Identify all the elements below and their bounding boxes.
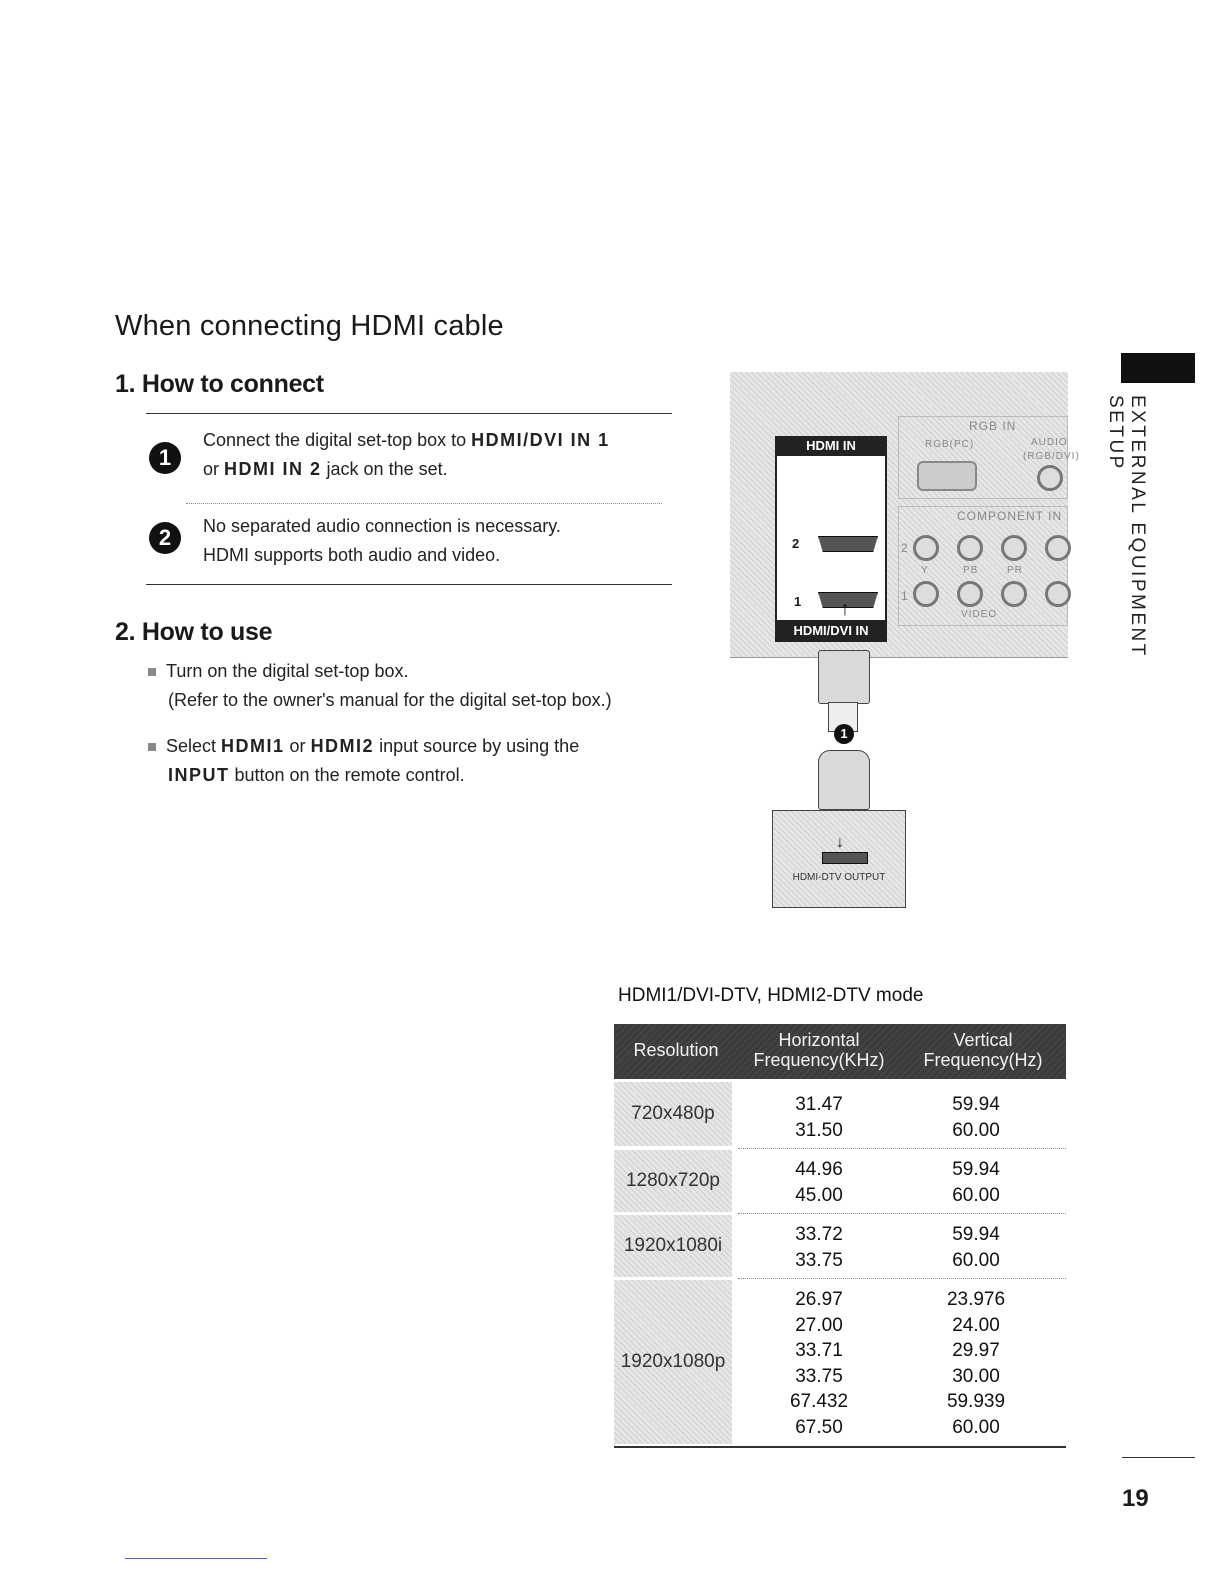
table-cell: 60.00: [952, 1119, 1000, 1141]
hdmi-cable-plug-icon: [818, 750, 870, 810]
component-jack-icon: [1001, 535, 1027, 561]
table-cell: 67.432: [789, 1391, 849, 1412]
step-divider: [186, 503, 662, 504]
table-header: [614, 1024, 1066, 1079]
component-jack-icon: [913, 535, 939, 561]
step-1-line2-pre: or: [203, 459, 225, 479]
component-jack-icon: [957, 581, 983, 607]
component-row-1-label: 1: [901, 589, 909, 603]
header-horizontal-l1: Horizontal: [778, 1030, 860, 1050]
step-1-line1-text: Connect the digital set-top box to: [203, 430, 472, 450]
hdmi-in-label: HDMI IN: [775, 436, 887, 456]
stb-hdmi-port-icon: [822, 852, 868, 864]
arrow-up-icon: ↑: [840, 598, 850, 620]
bullet-1-line2: (Refer to the owner's manual for the digital set-top box.): [168, 690, 612, 710]
bullet-2-input: INPUT: [168, 765, 230, 785]
row-divider: [738, 1148, 1066, 1149]
step-2-line2: HDMI supports both audio and video.: [203, 545, 501, 565]
bullet-2-hdmi1: HDMI1: [221, 736, 285, 756]
hdmi-port-2-label: 2: [792, 536, 800, 551]
page-title: When connecting HDMI cable: [115, 310, 504, 342]
hdmi-cable-plug-icon: [818, 650, 870, 704]
step-1-number-icon: 1: [149, 442, 181, 474]
bullet-1: [148, 657, 668, 715]
bullet-1-square-icon: [148, 668, 156, 676]
header-vertical-l2: Frequency(Hz): [923, 1050, 1043, 1070]
row-divider: [738, 1278, 1066, 1279]
arrow-down-icon: ↓: [836, 834, 844, 851]
component-jack-icon: [957, 535, 983, 561]
header-vertical-l1: Vertical: [953, 1030, 1013, 1050]
pr-label: PR: [1007, 565, 1023, 576]
step-2-line1: No separated audio connection is necessary.: [203, 516, 561, 536]
hdmi-port-1-label: 1: [794, 594, 802, 609]
table-cell: 60.00: [952, 1416, 1000, 1438]
table-cell: 59.939: [946, 1391, 1006, 1412]
table-cell: 59.94: [952, 1159, 1000, 1180]
bullet-2-line2-post: button on the remote control.: [229, 765, 465, 785]
table-cell: 45.00: [795, 1184, 843, 1206]
bullet-2-mid: or: [284, 736, 311, 756]
table-cell: 33.75: [795, 1365, 843, 1387]
footer-link-underline: [125, 1558, 267, 1559]
step-2-text: [203, 512, 673, 570]
table-cell: 31.50: [795, 1119, 843, 1141]
bullet-2-square-icon: [148, 743, 156, 751]
header-horizontal-l2: Frequency(KHz): [753, 1050, 885, 1070]
table-cell: 67.50: [795, 1416, 843, 1438]
section-heading-how-to-use: 2. How to use: [115, 618, 273, 646]
step-1-jack-1: HDMI/DVI IN 1: [471, 430, 610, 450]
bullet-1-line1: Turn on the digital set-top box.: [166, 661, 409, 681]
table-cell: 31.47: [795, 1094, 843, 1115]
section-bottom-rule: [146, 584, 672, 585]
vga-port-icon: [917, 461, 977, 491]
table-cell: 33.72: [795, 1224, 843, 1245]
audio-jack-icon: [1037, 465, 1063, 491]
component-jack-icon: [913, 581, 939, 607]
video-label: VIDEO: [961, 609, 998, 620]
table-bottom-rule: [614, 1446, 1066, 1448]
component-jack-icon: [1001, 581, 1027, 607]
resolution-cell: 1920x1080i: [614, 1215, 732, 1277]
section-top-rule: [146, 413, 672, 414]
component-row-2-label: 2: [901, 541, 909, 555]
step-1-jack-2: HDMI IN 2: [224, 459, 322, 479]
step-1-line2-post: jack on the set.: [321, 459, 448, 479]
rgb-in-label: RGB IN: [969, 419, 1017, 433]
stb-output-label: HDMI-DTV OUTPUT: [792, 872, 886, 883]
hdmi-connection-diagram: [730, 372, 1080, 912]
resolution-cell: 1280x720p: [614, 1150, 732, 1212]
table-cell: 24.00: [952, 1314, 1000, 1336]
step-2-number-icon: 2: [149, 522, 181, 554]
page-number: 19: [1122, 1485, 1149, 1512]
component-in-label: COMPONENT IN: [957, 509, 1063, 523]
bullet-2-post: input source by using the: [374, 736, 580, 756]
table-cell: 59.94: [952, 1224, 1000, 1245]
table-cell: 27.00: [795, 1314, 843, 1336]
chapter-label: EXTERNAL EQUIPMENT SETUP: [1105, 395, 1148, 658]
header-resolution: Resolution: [633, 1040, 719, 1060]
table-cell: 30.00: [952, 1365, 1000, 1387]
resolution-cell: 720x480p: [614, 1082, 732, 1146]
table-cell: 26.97: [795, 1289, 843, 1310]
rgb-pc-label: RGB(PC): [925, 439, 975, 450]
section-heading-how-to-connect: 1. How to connect: [115, 370, 324, 398]
cable-number-icon: 1: [834, 724, 854, 744]
pb-label: PB: [963, 565, 979, 576]
component-jack-icon: [1045, 581, 1071, 607]
y-label: Y: [921, 565, 929, 576]
table-cell: 59.94: [952, 1094, 1000, 1115]
step-1-text: [203, 426, 673, 484]
table-cell: 60.00: [952, 1184, 1000, 1206]
hdmi-dvi-in-label: HDMI/DVI IN: [775, 620, 887, 642]
table-cell: 23.976: [946, 1289, 1006, 1310]
table-cell: 44.96: [795, 1159, 843, 1180]
chapter-tab-marker: [1121, 353, 1195, 383]
table-caption: HDMI1/DVI-DTV, HDMI2-DTV mode: [618, 985, 924, 1006]
bullet-2-pre: Select: [166, 736, 222, 756]
table-cell: 33.71: [795, 1340, 843, 1361]
resolution-cell: 1920x1080p: [614, 1280, 732, 1444]
component-jack-icon: [1045, 535, 1071, 561]
table-cell: 33.75: [795, 1249, 843, 1271]
bullet-2-hdmi2: HDMI2: [310, 736, 375, 756]
rgb-in-panel: [898, 416, 1080, 499]
audio-label: AUDIO: [1031, 437, 1068, 448]
page-number-rule: [1122, 1457, 1195, 1458]
row-divider: [738, 1213, 1066, 1214]
hdmi-port-2-icon: [818, 536, 878, 552]
component-in-panel: [898, 506, 1068, 626]
table-cell: 60.00: [952, 1249, 1000, 1271]
bullet-2: [148, 732, 660, 790]
audio-sub-label: (RGB/DVI): [1023, 451, 1080, 462]
table-cell: 29.97: [952, 1340, 1000, 1361]
